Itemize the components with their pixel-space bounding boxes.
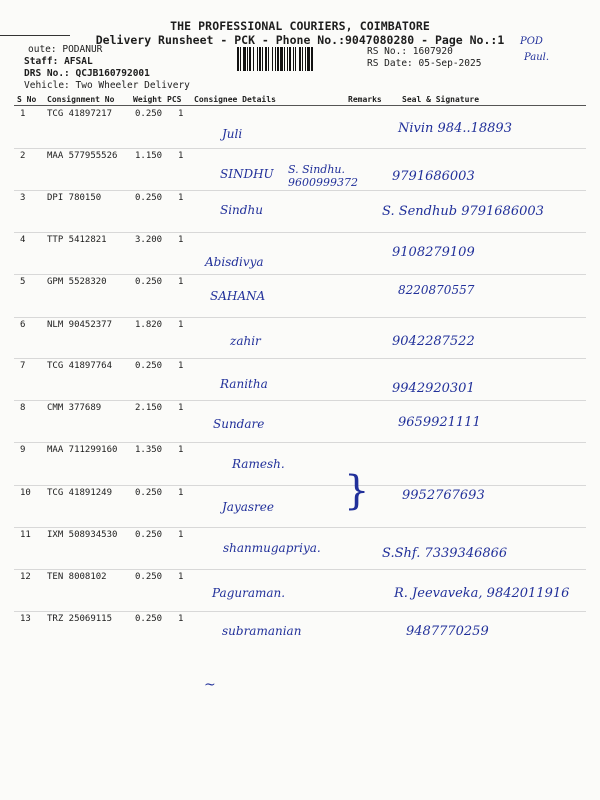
row-sno: 12 <box>20 572 31 582</box>
col-consignee: Consignee Details <box>194 95 276 104</box>
row-pcs: 1 <box>178 151 184 161</box>
row-pcs: 1 <box>178 193 184 203</box>
row-weight: 3.200 <box>135 235 163 245</box>
runsheet-barcode <box>237 47 365 71</box>
row-consignee-name: Sindhu <box>220 203 263 217</box>
row-pcs: 1 <box>178 572 184 582</box>
row-weight: 0.250 <box>135 193 163 203</box>
row-weight: 0.250 <box>135 109 163 119</box>
row-consignee-name: zahir <box>230 334 261 348</box>
row-weight: 1.350 <box>135 445 163 455</box>
row-weight: 1.820 <box>135 320 163 330</box>
row-consignment-no: TRZ 25069115 <box>47 614 113 624</box>
row-weight: 0.250 <box>135 488 163 498</box>
staff-value: AFSAL <box>64 56 93 67</box>
rs-no-line <box>367 46 453 58</box>
row-consignee-note: S. Sindhu. 9600999372 <box>288 163 358 189</box>
row-consignment-no: CMM 377689 <box>47 403 102 413</box>
paul-note: Paul. <box>524 52 550 63</box>
row-consignee-name: shanmugapriya. <box>223 541 321 555</box>
drs-label: DRS No.: <box>24 68 70 79</box>
col-signature: Seal & Signature <box>402 95 480 104</box>
row-consignment-no: TTP 5412821 <box>47 235 107 245</box>
row-signature: 9791686003 <box>392 169 475 184</box>
row-consignment-no: IXM 508934530 <box>47 530 118 540</box>
row-pcs: 1 <box>178 614 184 624</box>
row-divider <box>14 274 586 275</box>
col-sno: S No <box>17 95 37 104</box>
row-consignee-name: SINDHU <box>220 167 274 181</box>
row-consignee-name: Jayasree <box>222 500 274 514</box>
col-pcs: PCS <box>167 95 182 104</box>
runsheet-subtitle: Delivery Runsheet - PCK - Phone No.:9047080280 - Page No.:1 <box>95 33 505 47</box>
row-sno: 8 <box>20 403 26 413</box>
row-weight: 0.250 <box>135 361 163 371</box>
row-weight: 1.150 <box>135 151 163 161</box>
row-consignee-name: subramanian <box>222 624 302 638</box>
drs-line <box>24 68 150 80</box>
row-weight: 2.150 <box>135 403 163 413</box>
row-consignee-name: Ramesh. <box>232 457 285 471</box>
row-pcs: 1 <box>178 530 184 540</box>
row-signature: 9952767693 <box>402 488 485 503</box>
row-sno: 9 <box>20 445 26 455</box>
row-weight: 0.250 <box>135 530 163 540</box>
row-pcs: 1 <box>178 403 184 413</box>
row-signature: S.Shf. 7339346866 <box>382 546 508 561</box>
row-consignment-no: DPI 780150 <box>47 193 102 203</box>
row-signature: 9487770259 <box>406 624 489 639</box>
rs-no-label: RS No.: <box>367 46 408 57</box>
row-pcs: 1 <box>178 109 184 119</box>
row-divider <box>14 485 586 486</box>
vehicle-value: Two Wheeler Delivery <box>75 80 190 91</box>
route-label: oute: <box>28 44 57 55</box>
bottom-scribble: ~ <box>204 677 216 693</box>
vehicle-label: Vehicle: <box>24 80 70 91</box>
row-signature: R. Jeevaveka, 9842011916 <box>394 586 570 601</box>
row-signature: 9108279109 <box>392 245 475 260</box>
row-consignment-no: TCG 41897217 <box>47 109 113 119</box>
row-consignee-name: SAHANA <box>210 289 266 303</box>
row-pcs: 1 <box>178 235 184 245</box>
row-consignee-name: Sundare <box>213 417 265 431</box>
row-pcs: 1 <box>178 320 184 330</box>
col-consignment: Consignment No <box>47 95 115 104</box>
row-divider <box>14 569 586 570</box>
rs-date-value: 05-Sep-2025 <box>418 58 482 69</box>
row-divider <box>14 148 586 149</box>
row-sno: 2 <box>20 151 26 161</box>
row-consignment-no: GPM 5528320 <box>47 277 107 287</box>
row-divider <box>14 232 586 233</box>
col-remarks: Remarks <box>348 95 382 104</box>
vehicle-line <box>24 80 190 92</box>
row-consignment-no: MAA 577955526 <box>47 151 118 161</box>
row-divider <box>14 611 586 612</box>
row-consignment-no: NLM 90452377 <box>47 320 113 330</box>
barcode-bar <box>313 47 314 71</box>
row-consignment-no: TEN 8008102 <box>47 572 107 582</box>
row-pcs: 1 <box>178 361 184 371</box>
row-signature: Nivin 984..18893 <box>398 121 512 136</box>
row-weight: 0.250 <box>135 277 163 287</box>
row-sno: 13 <box>20 614 31 624</box>
company-title: THE PROFESSIONAL COURIERS, COIMBATORE <box>170 19 430 33</box>
row-pcs: 1 <box>178 488 184 498</box>
row-divider <box>14 442 586 443</box>
row-sno: 7 <box>20 361 26 371</box>
row-sno: 10 <box>20 488 31 498</box>
route-line <box>28 44 102 56</box>
row-consignment-no: MAA 711299160 <box>47 445 118 455</box>
rs-date-label: RS Date: <box>367 58 413 69</box>
row-divider <box>14 317 586 318</box>
row-pcs: 1 <box>178 445 184 455</box>
row-signature: 9942920301 <box>392 381 475 396</box>
row-weight: 0.250 <box>135 572 163 582</box>
row-signature: S. Sendhub 9791686003 <box>382 204 544 219</box>
bracket-mark: } <box>344 468 370 514</box>
row-sno: 1 <box>20 109 26 119</box>
header-rule <box>14 105 586 106</box>
row-sno: 4 <box>20 235 26 245</box>
row-consignee-name: Juli <box>222 127 243 141</box>
row-divider <box>14 527 586 528</box>
row-sno: 3 <box>20 193 26 203</box>
row-signature: 9659921111 <box>398 415 481 430</box>
row-consignee-name: Abisdivya <box>205 255 264 269</box>
row-divider <box>14 358 586 359</box>
drs-value: QCJB160792001 <box>75 68 150 79</box>
row-pcs: 1 <box>178 277 184 287</box>
row-divider <box>14 400 586 401</box>
route-value: PODANUR <box>62 44 103 55</box>
row-weight: 0.250 <box>135 614 163 624</box>
staff-label: Staff: <box>24 56 59 67</box>
row-consignee-name: Paguraman. <box>212 586 286 600</box>
row-signature: 9042287522 <box>392 334 475 349</box>
col-weight: Weight <box>133 95 162 104</box>
row-sno: 11 <box>20 530 31 540</box>
rs-date-line <box>367 58 481 70</box>
row-signature: 8220870557 <box>398 283 475 297</box>
pod-note: POD <box>520 36 543 47</box>
row-sno: 5 <box>20 277 26 287</box>
row-consignment-no: TCG 41897764 <box>47 361 113 371</box>
row-consignment-no: TCG 41891249 <box>47 488 113 498</box>
row-consignee-name: Ranitha <box>220 377 268 391</box>
rs-no-value: 1607920 <box>412 46 453 57</box>
staff-line <box>24 56 93 68</box>
row-sno: 6 <box>20 320 26 330</box>
row-divider <box>14 190 586 191</box>
